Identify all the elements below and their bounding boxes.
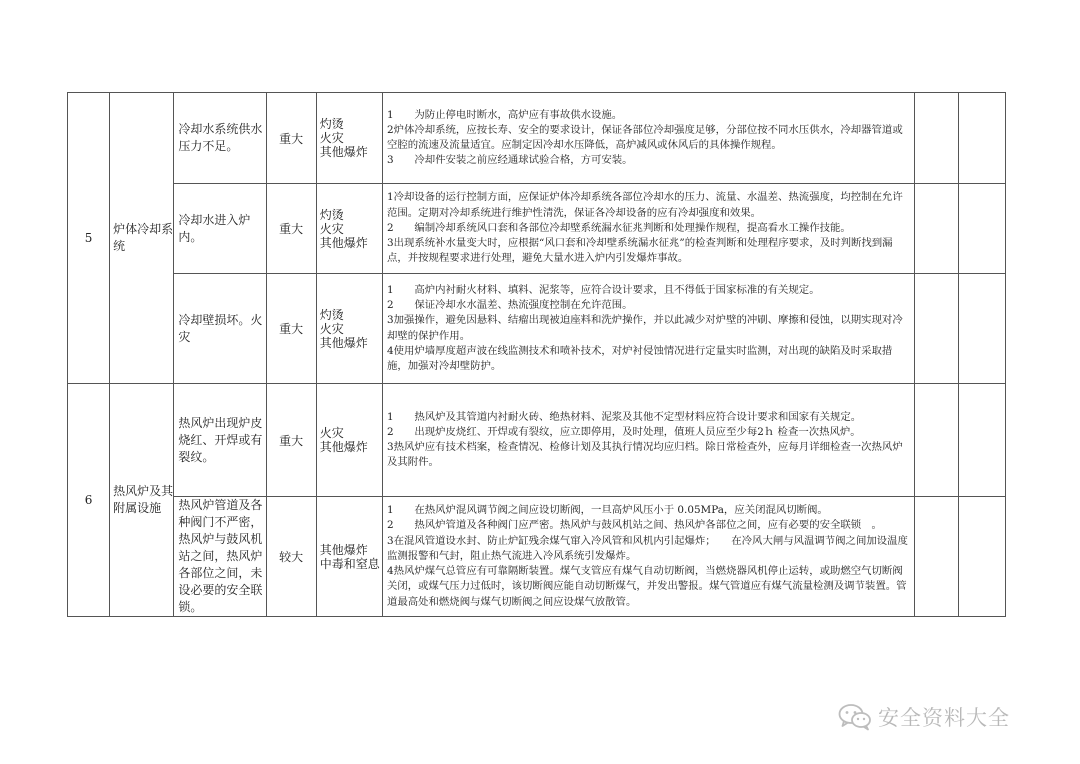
empty-cell [958,93,1005,184]
hazard-description: 热风炉管道及各种阀门不严密，热风炉与鼓风机站之间，热风炉各部位之间，未设必要的安全联锁。 [174,497,266,617]
measure-item: 3出现系统补水量变大时，应根据“风口套和冷却壁系统漏水征兆”的检查判断和处理程序要求，及时判断找到漏点，并按规程要求进行处理，避免大量水进入炉内引发爆炸事故。 [386,237,893,265]
empty-cell [914,274,958,384]
control-measures [382,497,914,617]
empty-cell [914,93,958,184]
control-measures [382,274,914,384]
risk-level: 重大 [266,184,316,274]
consequence-list [316,497,382,617]
consequence-item: 其他爆炸 [319,335,368,350]
consequence-list [316,93,382,184]
measure-item: 4使用炉墙厚度超声波在线监测技术和喷补技术，对炉衬侵蚀情况进行定量实时监测，对出现的缺陷及时采取措施，加强对冷却壁防护。 [386,344,893,372]
watermark-text: 安全资料大全 [878,706,1010,730]
consequence-item: 其他爆炸 [319,542,368,557]
empty-cell [958,184,1005,274]
consequence-item: 火灾 [319,426,344,440]
watermark [838,702,1010,732]
measure-item: 2 热风炉管道及各种阀门应严密。热风炉与鼓风机站之间、热风炉各部位之间，应有必要的安全联锁 。 [386,519,882,532]
hazard-description: 热风炉出现炉皮烧红、开焊或有裂纹。 [174,384,266,497]
measure-item: 3热风炉应有技术档案，检查情况、检修计划及其执行情况均应归档。除日常检查外，应每月详细检查一次热风炉及其附件。 [386,441,903,469]
risk-level: 重大 [266,384,316,497]
consequence-item: 火灾 [319,321,344,336]
hazard-description: 冷却水系统供水压力不足。 [174,93,266,184]
control-measures [382,184,914,274]
measure-item: 4热风炉煤气总管应有可靠隔断装置。煤气支管应有煤气自动切断阀，当燃烧器风机停止运转，或助燃空气切断阀关闭，或煤气压力过低时，该切断阀应能自动切断煤气，并发出警报。煤气管道应有煤气流量检测及调节装置。管道最高处和燃烧阀与煤气切断阀之间应设煤气放散管。 [386,565,907,608]
consequence-list [316,184,382,274]
measure-item: 2 保证冷却水水温差、热流强度控制在允许范围。 [386,299,633,312]
measure-item: 3 冷却件安装之前应经通球试验合格，方可安装。 [386,154,633,167]
empty-cell [914,184,958,274]
risk-level: 重大 [266,93,316,184]
table-row [68,93,1006,184]
table-row [68,384,1006,497]
measure-item: 1 在热风炉混风调节阀之间应设切断阀，一旦高炉风压小于 0.05MPa，应关闭混风切断阀。 [386,504,828,517]
consequence-list [316,274,382,384]
consequence-item: 其他爆炸 [319,235,368,250]
control-measures [382,93,914,184]
measure-item: 2 编制冷却系统风口套和各部位冷却壁系统漏水征兆判断和处理操作规程，提高看水工操作技能。 [386,221,851,234]
consequence-item: 灼烫 [319,207,344,222]
row-number: 5 [68,93,110,384]
measure-item: 1冷却设备的运行控制方面，应保证炉体冷却系统各部位冷却水的压力、流量、水温差、热流强度，均控制在允许范围。定期对冷却系统进行维护性清洗，保证各冷却设备的应有冷却强度和效果。 [386,191,903,219]
measure-item: 2炉体冷却系统，应按长寿、安全的要求设计，保证各部位冷却强度足够，分部位按不同水压供水，冷却器管道或空腔的流速及流量适宜。应制定因冷却水压降低，高炉减风或休风后的具体操作规程。 [386,123,903,151]
control-measures [382,384,914,497]
consequence-item: 火灾 [319,131,344,145]
table-row [68,274,1006,384]
system-category: 热风炉及其附属设施 [110,384,174,617]
table-row [68,184,1006,274]
empty-cell [958,497,1005,617]
measure-item: 1 为防止停电时断水，高炉应有事故供水设施。 [386,108,623,121]
table-row [68,497,1006,617]
consequence-item: 中毒和窒息 [319,556,380,571]
consequence-item: 其他爆炸 [319,440,368,454]
wechat-logo-icon [838,703,872,731]
row-number: 6 [68,384,110,617]
hazard-control-table [67,92,1006,617]
hazard-description: 冷却水进入炉内。 [174,184,266,274]
consequence-item: 其他爆炸 [319,145,368,159]
risk-level: 较大 [266,497,316,617]
measure-item: 3加强操作，避免因悬料、结瘤出现被迫座料和洗炉操作，并以此减少对炉壁的冲刷、摩擦和侵蚀，以期实现对冷却壁的保护作用。 [386,314,903,342]
consequence-item: 灼烫 [319,117,344,131]
empty-cell [958,384,1005,497]
measure-item: 2 出现炉皮烧红、开焊或有裂纹，应立即停用，及时处理，值班人员应至少每2ｈ 检查一次热风炉。 [386,425,861,438]
risk-level: 重大 [266,274,316,384]
empty-cell [914,384,958,497]
empty-cell [914,497,958,617]
consequence-item: 灼烫 [319,307,344,322]
measure-item: 1 高炉内衬耐火材料、填料、泥浆等，应符合设计要求，且不得低于国家标准的有关规定。 [386,283,820,296]
measure-item: 3在混风管道设水封、防止炉缸残余煤气窜入冷风管和风机内引起爆炸； 在冷风大闸与风温调节阀之间加设温度监测报警和气封，阻止热气流进入冷风系统引发爆炸。 [386,534,908,562]
measure-item: 1 热风炉及其管道内衬耐火砖、绝热材料、泥浆及其他不定型材料应符合设计要求和国家有关规定。 [386,410,862,423]
system-category: 炉体冷却系统 [110,93,174,384]
consequence-list [316,384,382,497]
consequence-item: 火灾 [319,221,344,236]
empty-cell [958,274,1005,384]
hazard-description: 冷却壁损坏。火灾 [174,274,266,384]
